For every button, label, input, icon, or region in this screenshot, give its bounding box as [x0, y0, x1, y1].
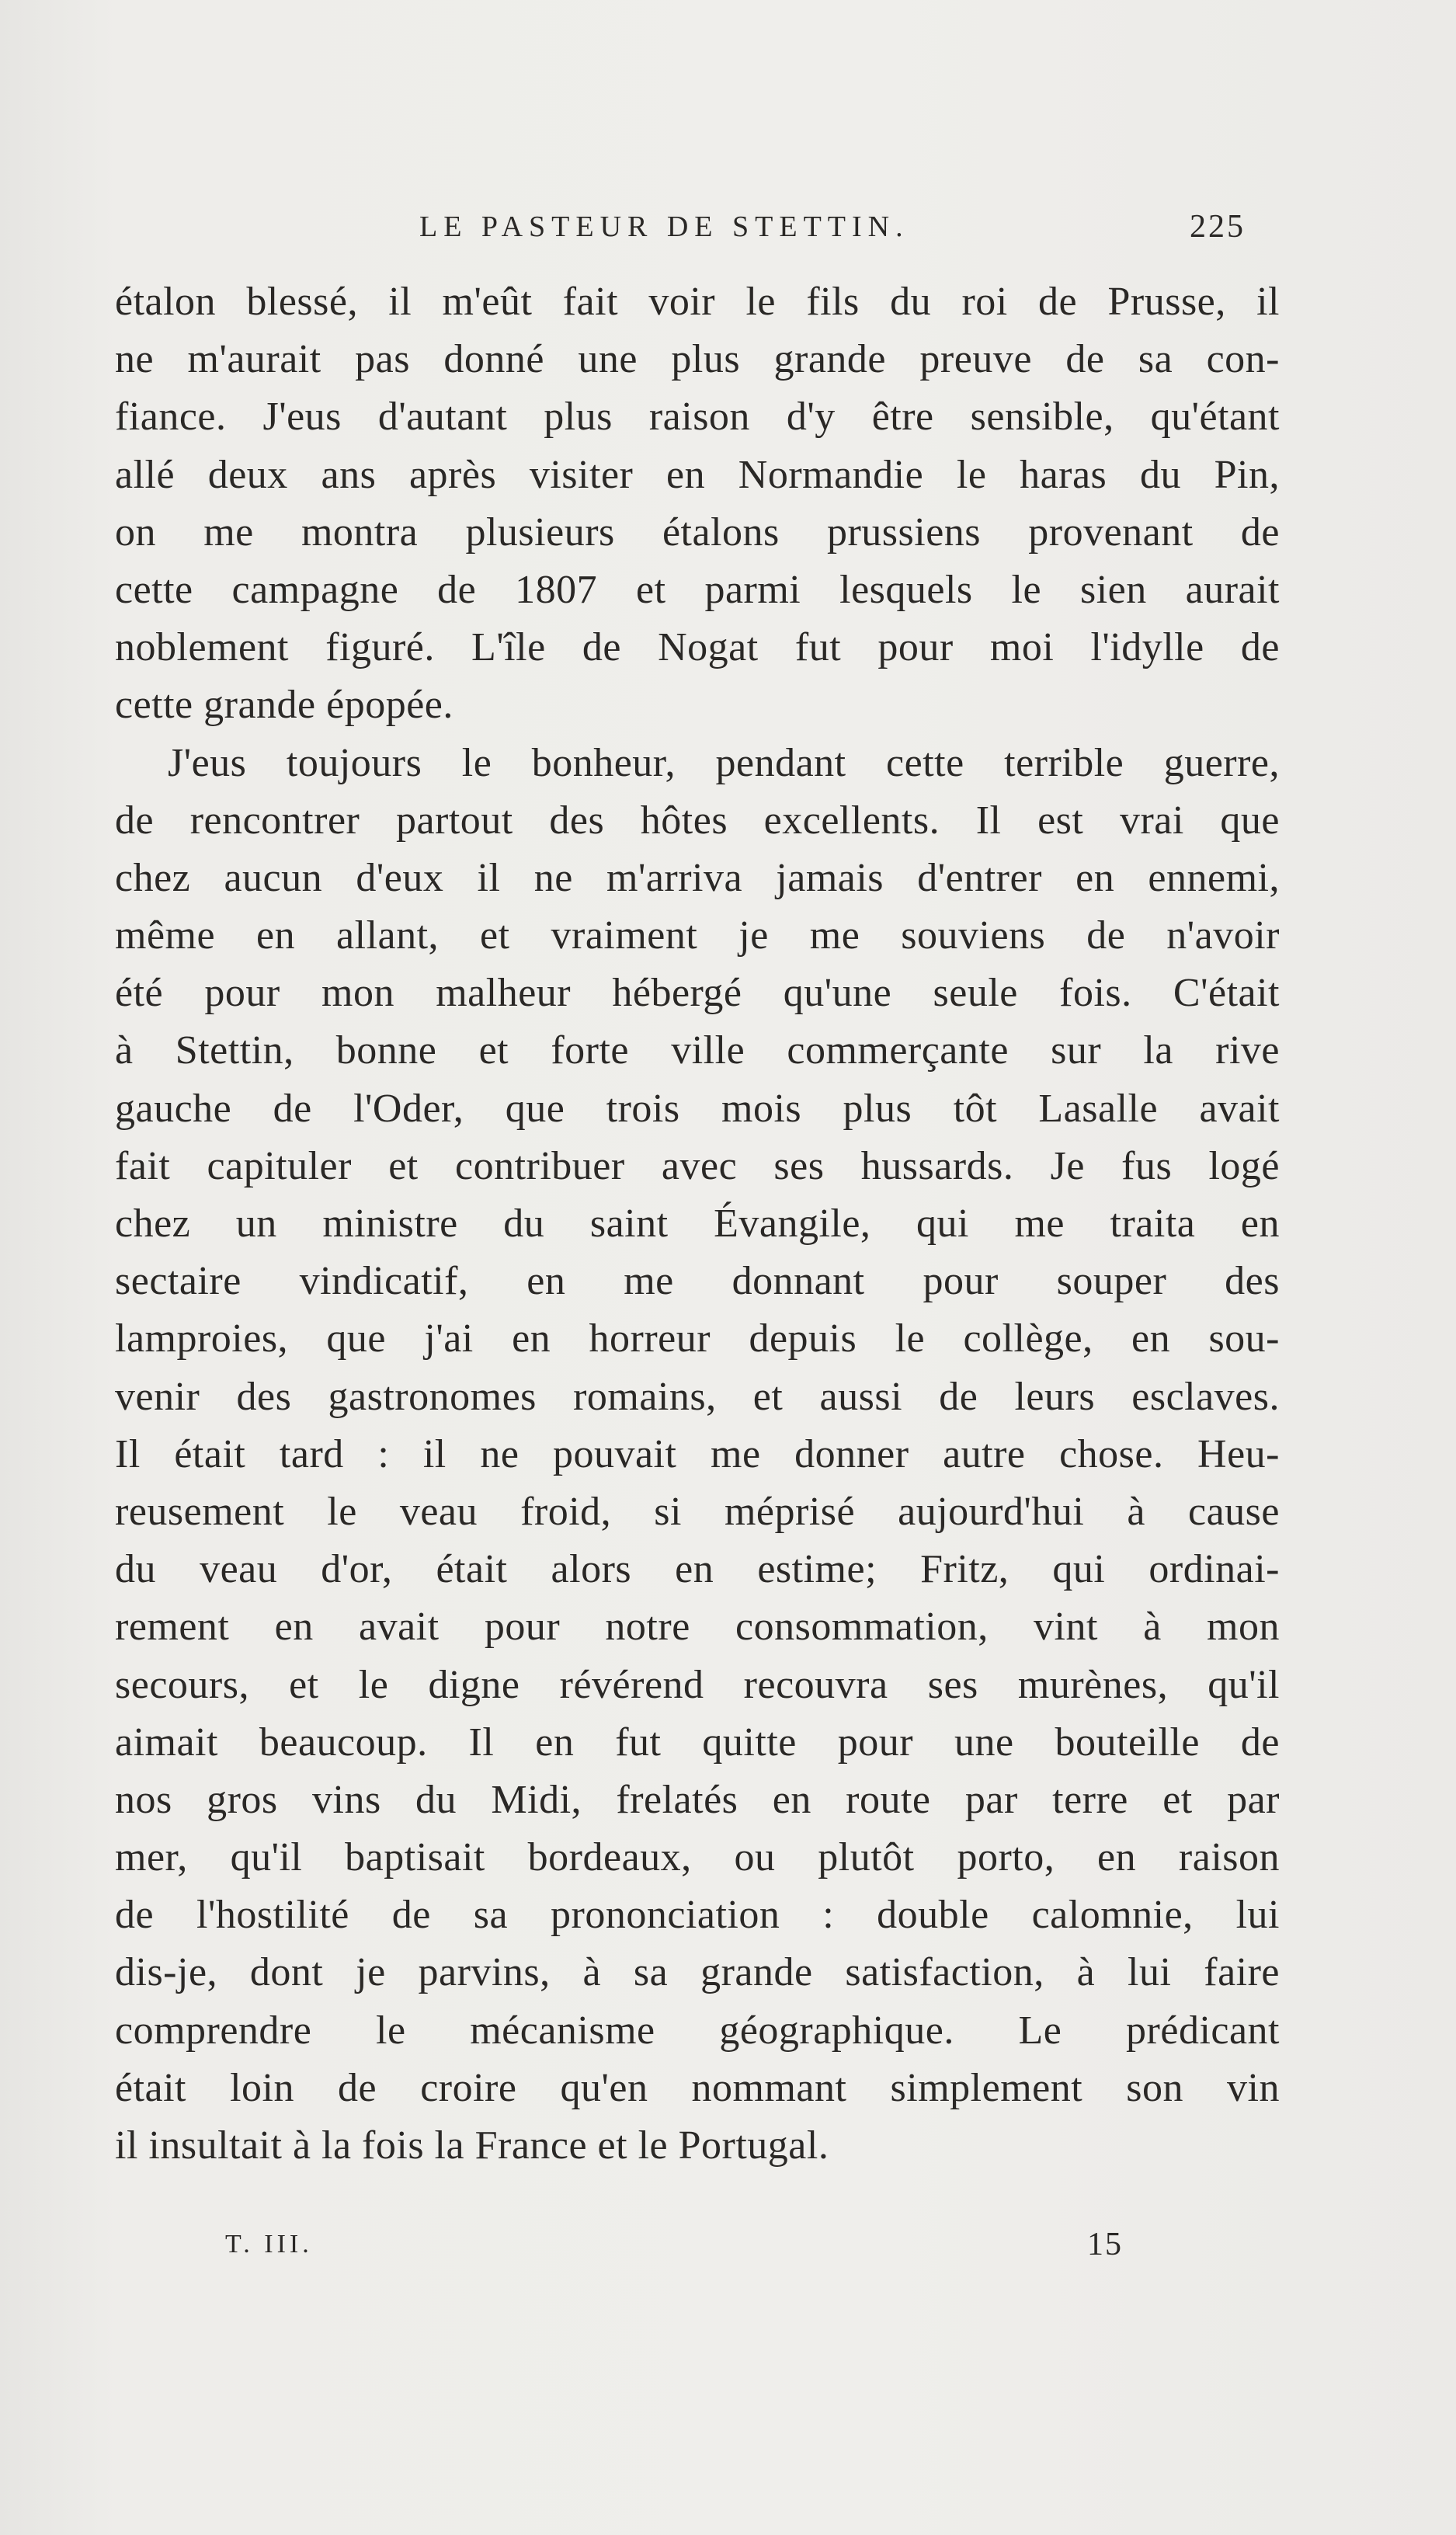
- text-line: fait capituler et contribuer avec ses hussards. Je fus logé: [115, 1143, 1280, 1188]
- text-line: cette campagne de 1807 et parmi lesquels le sien aurait: [115, 567, 1280, 612]
- text-line: même en allant, et vraiment je me souviens de n'avoir: [115, 913, 1280, 958]
- body-text: [115, 273, 1280, 2175]
- signature-mark: T. III.: [225, 2230, 313, 2259]
- text-line: cette grande épopée.: [115, 683, 453, 728]
- text-line: gauche de l'Oder, que trois mois plus tôt Lasalle avait: [115, 1086, 1280, 1131]
- text-line: dis-je, dont je parvins, à sa grande satisfaction, à lui faire: [115, 1950, 1280, 1995]
- text-line: de rencontrer partout des hôtes excellents. Il est vrai que: [115, 798, 1280, 843]
- text-line: chez un ministre du saint Évangile, qui me traita en: [115, 1201, 1280, 1246]
- text-line: J'eus toujours le bonheur, pendant cette terrible guerre,: [168, 740, 1280, 785]
- text-line: été pour mon malheur hébergé qu'une seule fois. C'était: [115, 971, 1280, 1016]
- text-line: nos gros vins du Midi, frelatés en route par terre et par: [115, 1777, 1280, 1822]
- text-line: du veau d'or, était alors en estime; Fritz, qui ordinai-: [115, 1547, 1280, 1592]
- text-line: de l'hostilité de sa prononciation : double calomnie, lui: [115, 1893, 1280, 1938]
- text-line: à Stettin, bonne et forte ville commerçante sur la rive: [115, 1028, 1280, 1073]
- text-line: secours, et le digne révérend recouvra ses murènes, qu'il: [115, 1662, 1280, 1707]
- text-line: rement en avait pour notre consommation, vint à mon: [115, 1605, 1280, 1650]
- text-line: ne m'aurait pas donné une plus grande preuve de sa con-: [115, 337, 1280, 382]
- paragraph: [115, 273, 1280, 735]
- text-line: était loin de croire qu'en nommant simplement son vin: [115, 2065, 1280, 2110]
- text-line: lamproies, que j'ai en horreur depuis le collège, en sou-: [115, 1316, 1280, 1361]
- text-line: aimait beaucoup. Il en fut quitte pour une bouteille de: [115, 1720, 1280, 1765]
- signature-number: 15: [1087, 2227, 1123, 2262]
- text-line: noblement figuré. L'île de Nogat fut pour moi l'idylle de: [115, 625, 1280, 670]
- text-line: venir des gastronomes romains, et aussi de leurs esclaves.: [115, 1374, 1280, 1419]
- text-line: mer, qu'il baptisait bordeaux, ou plutôt porto, en raison: [115, 1835, 1280, 1880]
- text-line: fiance. J'eus d'autant plus raison d'y être sensible, qu'étant: [115, 395, 1280, 440]
- running-title: LE PASTEUR DE STETTIN.: [419, 210, 909, 243]
- page-number: 225: [1190, 209, 1246, 245]
- text-line: il insultait à la fois la France et le Portugal.: [115, 2123, 829, 2168]
- page-footer: [0, 2223, 1456, 2266]
- text-line: on me montra plusieurs étalons prussiens provenant de: [115, 509, 1280, 555]
- running-header: [0, 203, 1456, 250]
- text-line: sectaire vindicatif, en me donnant pour souper des: [115, 1259, 1280, 1304]
- text-line: comprendre le mécanisme géographique. Le prédicant: [115, 2008, 1280, 2053]
- text-line: Il était tard : il ne pouvait me donner autre chose. Heu-: [115, 1431, 1280, 1476]
- text-line: reusement le veau froid, si méprisé aujourd'hui à cause: [115, 1489, 1280, 1534]
- text-line: étalon blessé, il m'eût fait voir le fils du roi de Prusse, il: [115, 280, 1280, 324]
- text-line: allé deux ans après visiter en Normandie le haras du Pin,: [115, 452, 1280, 497]
- text-line: chez aucun d'eux il ne m'arriva jamais d'entrer en ennemi,: [115, 855, 1280, 900]
- paragraph: [115, 735, 1280, 2175]
